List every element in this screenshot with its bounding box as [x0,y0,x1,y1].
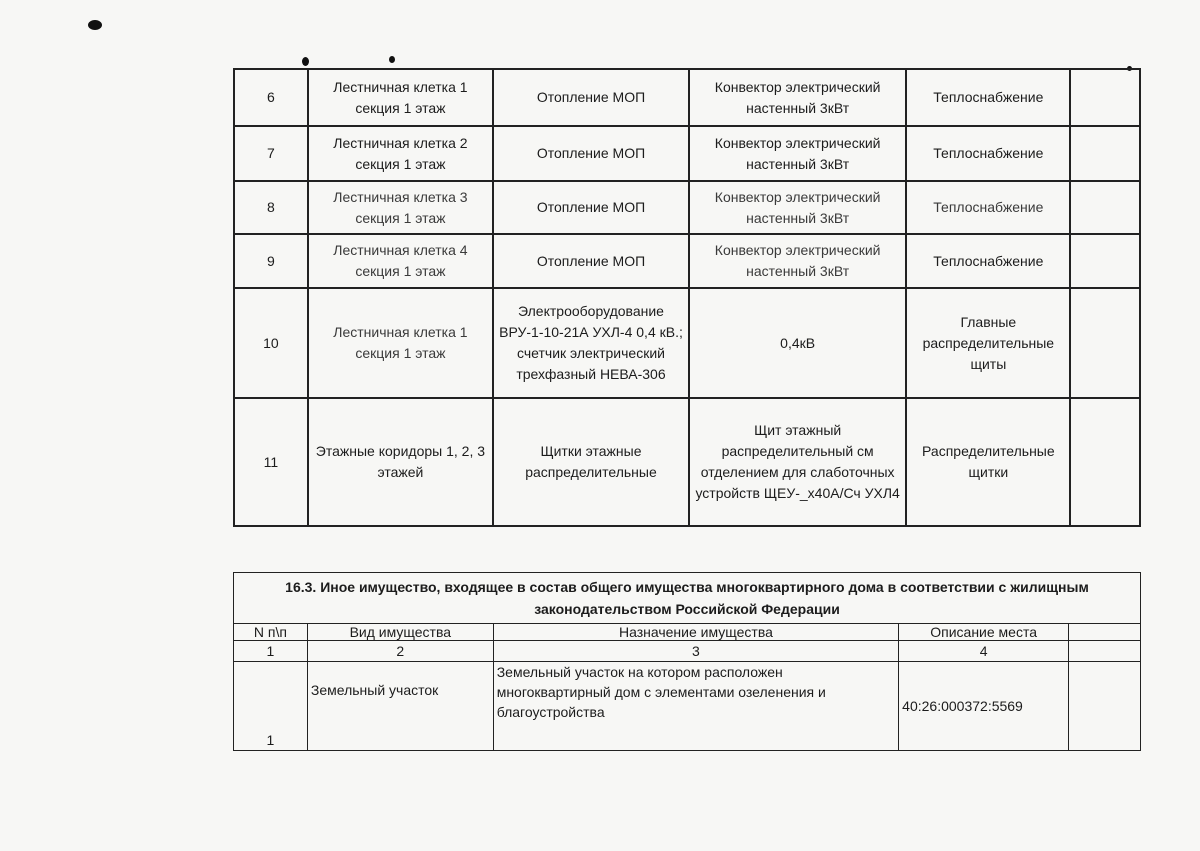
location-cell: Этажные коридоры 1, 2, 3 этажей [308,398,493,526]
table-row [234,288,1140,398]
index-cell: 4 [899,641,1069,662]
purpose-cell: Электрооборудование ВРУ-1-10-21А УХЛ-4 0,4 кВ.; счетчик электрический трехфазный НЕВА-306 [493,288,689,398]
extra-cell [1070,234,1140,288]
table-row [234,234,1140,288]
description-cell: Конвектор электрический настенный 3кВт [689,234,907,288]
system-cell: Распределительные щитки [906,398,1070,526]
index-cell [1069,641,1141,662]
description-cell: 40:26:000372:5569 [899,662,1069,751]
row-number: 8 [234,181,308,234]
header-num: N п\п [234,624,308,641]
section-title-row [234,573,1141,624]
row-number: 10 [234,288,308,398]
location-cell: Лестничная клетка 1 секция 1 этаж [308,288,493,398]
scan-speck [389,56,395,63]
header-extra [1069,624,1141,641]
row-number: 1 [234,662,308,751]
row-number: 11 [234,398,308,526]
index-cell: 2 [307,641,493,662]
header-purpose: Назначение имущества [493,624,898,641]
table-row [234,181,1140,234]
row-number: 9 [234,234,308,288]
row-number: 6 [234,69,308,126]
extra-cell [1070,288,1140,398]
purpose-cell: Отопление МОП [493,234,689,288]
extra-cell [1070,181,1140,234]
table-row [234,662,1141,751]
header-description: Описание места [899,624,1069,641]
purpose-cell: Щитки этажные распределительные [493,398,689,526]
extra-cell [1069,662,1141,751]
row-number: 7 [234,126,308,181]
description-cell: Конвектор электрический настенный 3кВт [689,69,907,126]
table-row [234,69,1140,126]
scan-speck [302,57,309,66]
location-cell: Лестничная клетка 4 секция 1 этаж [308,234,493,288]
location-cell: Лестничная клетка 2 секция 1 этаж [308,126,493,181]
other-property-table [233,572,1141,751]
location-cell: Лестничная клетка 3 секция 1 этаж [308,181,493,234]
purpose-cell: Отопление МОП [493,69,689,126]
scan-speck [88,20,102,30]
extra-cell [1070,398,1140,526]
description-cell: Щит этажный распределительный см отделением для слаботочных устройств ЩЕУ-_х40А/Сч УХЛ4 [689,398,907,526]
purpose-cell: Отопление МОП [493,126,689,181]
description-cell: Конвектор электрический настенный 3кВт [689,126,907,181]
section-title: 16.3. Иное имущество, входящее в состав общего имущества многоквартирного дома в соответствии с жилищным законодательством Российской Федерации [234,573,1141,624]
description-cell: 0,4кВ [689,288,907,398]
table-row [234,126,1140,181]
index-row [234,641,1141,662]
purpose-cell: Отопление МОП [493,181,689,234]
purpose-cell: Земельный участок на котором расположен многоквартирный дом с элементами озеленения и благоустройства [493,662,898,751]
header-row [234,624,1141,641]
location-cell: Лестничная клетка 1 секция 1 этаж [308,69,493,126]
header-kind: Вид имущества [307,624,493,641]
system-cell: Теплоснабжение [906,126,1070,181]
index-cell: 1 [234,641,308,662]
index-cell: 3 [493,641,898,662]
equipment-table [233,68,1141,527]
description-cell: Конвектор электрический настенный 3кВт [689,181,907,234]
system-cell: Теплоснабжение [906,181,1070,234]
kind-cell: Земельный участок [307,662,493,751]
system-cell: Теплоснабжение [906,234,1070,288]
system-cell: Теплоснабжение [906,69,1070,126]
extra-cell [1070,126,1140,181]
system-cell: Главные распределительные щиты [906,288,1070,398]
table-row [234,398,1140,526]
extra-cell [1070,69,1140,126]
